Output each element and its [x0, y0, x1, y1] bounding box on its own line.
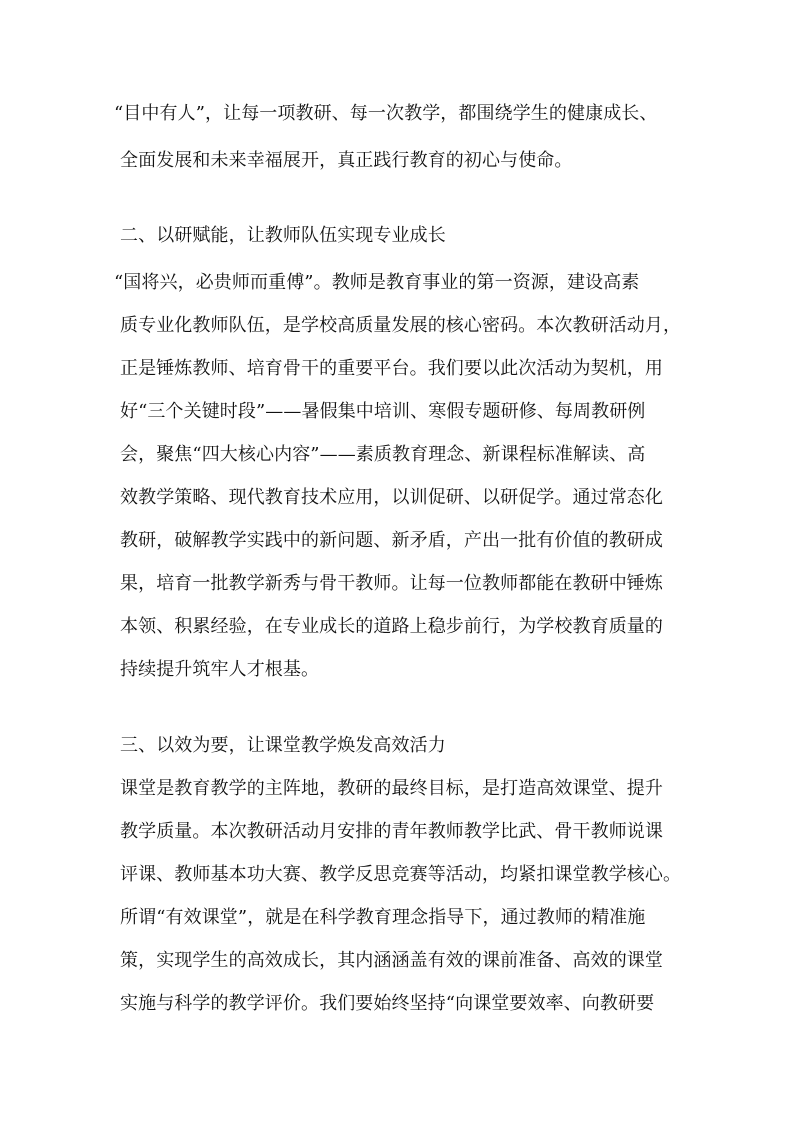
- section3-line-2: 教学质量。本次教研活动月安排的青年教师教学比武、骨干教师说课: [120, 821, 663, 842]
- section3-line-4: 所谓“有效课堂”，就是在科学教育理念指导下，通过教师的精准施: [120, 907, 646, 928]
- section2-line-8: 果，培育一批教学新秀与骨干教师。让每一位教师都能在教研中锤炼: [120, 573, 663, 594]
- section3-line-5: 策，实现学生的高效成长，其内涵涵盖有效的课前准备、高效的课堂: [120, 950, 663, 971]
- section2-line-10: 持续提升筑牢人才根基。: [120, 659, 320, 680]
- section3-heading: 三、以效为要，让课堂教学焕发高效活力: [120, 735, 446, 756]
- section2-line-6: 效教学策略、现代教育技术应用，以训促研、以研促学。通过常态化: [120, 487, 663, 508]
- section3-line-1: 课堂是教育教学的主阵地，教研的最终目标，是打造高效课堂、提升: [120, 778, 663, 799]
- section2-line-9: 本领、积累经验，在专业成长的道路上稳步前行，为学校教育质量的: [120, 616, 663, 637]
- section3-line-6: 实施与科学的教学评价。我们要始终坚持“向课堂要效率、向教研要: [120, 993, 655, 1014]
- section2-line-5: 会，聚焦“四大核心内容”——素质教育理念、新课程标准解读、高: [120, 444, 646, 465]
- intro-line-1: “目中有人”，让每一项教研、每一次教学，都围绕学生的健康成长、: [114, 103, 658, 124]
- section2-line-4: 好“三个关键时段”——暑假集中培训、寒假专题研修、每周教研例: [120, 401, 646, 422]
- section2-line-7: 教研，破解教学实践中的新问题、新矛盾，产出一批有价值的教研成: [120, 530, 663, 551]
- section2-line-1: “国将兴，必贵师而重傅”。教师是教育事业的第一资源，建设高素: [114, 272, 640, 293]
- section2-line-3: 正是锤炼教师、培育骨干的重要平台。我们要以此次活动为契机，用: [120, 358, 663, 379]
- section2-line-2: 质专业化教师队伍，是学校高质量发展的核心密码。本次教研活动月，: [120, 315, 682, 336]
- section2-heading: 二、以研赋能，让教师队伍实现专业成长: [120, 225, 446, 246]
- intro-line-2: 全面发展和未来幸福展开，真正践行教育的初心与使命。: [120, 150, 573, 171]
- section3-line-3: 评课、教师基本功大赛、教学反思竞赛等活动，均紧扣课堂教学核心。: [120, 864, 682, 885]
